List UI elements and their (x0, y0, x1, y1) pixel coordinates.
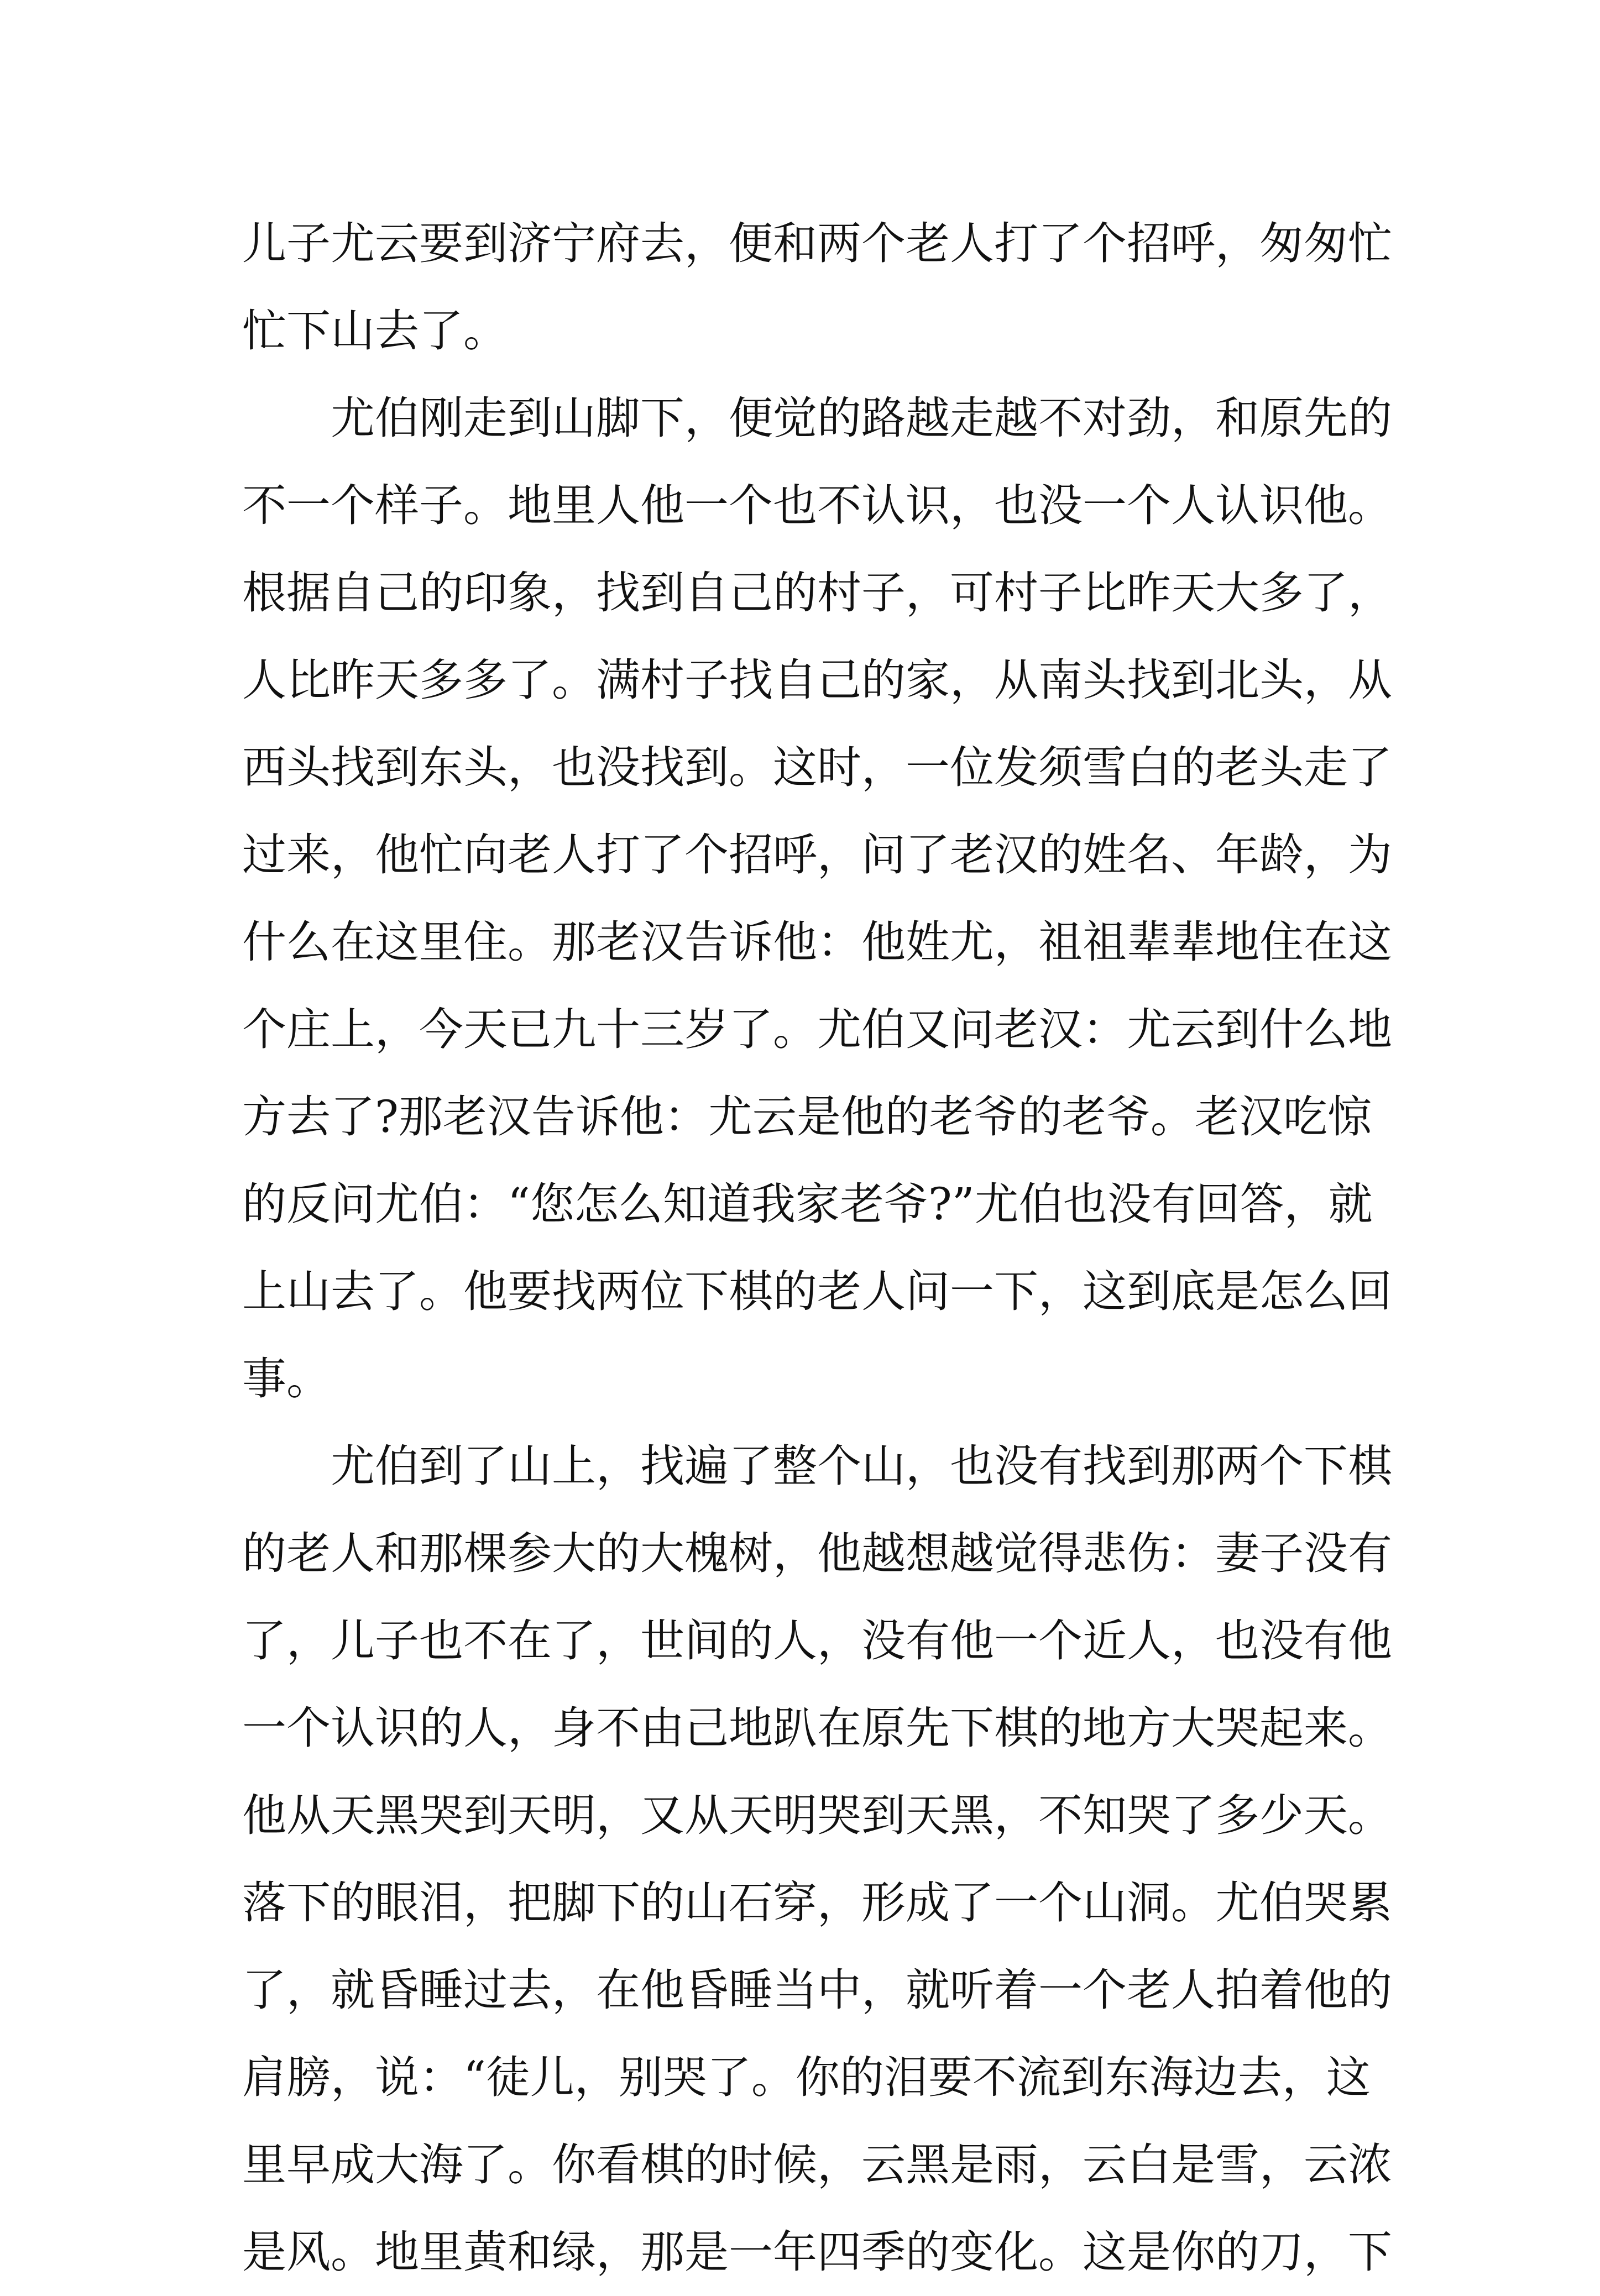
text-line: 人比昨天多多了。满村子找自己的家，从南头找到北头，从 (242, 654, 1392, 706)
text-line: 忙下山去了。 (242, 305, 508, 357)
text-line: 什么在这里住。那老汉告诉他：他姓尤，祖祖辈辈地住在这 (242, 916, 1392, 968)
text-line: 个庄上，今天已九十三岁了。尤伯又问老汉：尤云到什么地 (242, 1004, 1392, 1055)
text-line: 了，就昏睡过去，在他昏睡当中，就听着一个老人拍着他的 (242, 1964, 1392, 2016)
text-line: 事。 (242, 1353, 331, 1404)
text-line: 肩膀，说：“徒儿，别哭了。你的泪要不流到东海边去，这 (242, 2052, 1371, 2103)
text-line: 的反问尤伯：“您怎么知道我家老爷?”尤伯也没有回答，就 (242, 1178, 1373, 1230)
text-line: 尤伯刚走到山脚下，便觉的路越走越不对劲，和原先的 (242, 392, 1392, 444)
story-text (242, 200, 1392, 2296)
text-line: 过来，他忙向老人打了个招呼，问了老汉的姓名、年龄，为 (242, 829, 1392, 880)
text-line: 西头找到东头，也没找到。这时，一位发须雪白的老头走了 (242, 742, 1392, 793)
text-line: 他从天黑哭到天明，又从天明哭到天黑，不知哭了多少天。 (242, 1790, 1392, 1841)
text-line: 根据自己的印象，找到自己的村子，可村子比昨天大多了， (242, 567, 1392, 618)
text-line: 是风。地里黄和绿，那是一年四季的变化。这是你的刀，下 (242, 2226, 1392, 2278)
text-line: 方去了?那老汉告诉他：尤云是他的老爷的老爷。老汉吃惊 (242, 1091, 1372, 1142)
text-line: 里早成大海了。你看棋的时候，云黑是雨，云白是雪，云浓 (242, 2139, 1392, 2190)
text-line: 的老人和那棵参大的大槐树，他越想越觉得悲伤：妻子没有 (242, 1528, 1392, 1579)
text-line: 尤伯到了山上，找遍了整个山，也没有找到那两个下棋 (242, 1440, 1392, 1492)
text-line: 不一个样子。地里人他一个也不认识，也没一个人认识他。 (242, 480, 1392, 531)
text-line: 了，儿子也不在了，世间的人，没有他一个近人，也没有他 (242, 1615, 1392, 1666)
text-line: 上山去了。他要找两位下棋的老人问一下，这到底是怎么回 (242, 1266, 1392, 1317)
text-line: 一个认识的人，身不由己地趴在原先下棋的地方大哭起来。 (242, 1702, 1392, 1754)
text-line: 儿子尤云要到济宁府去，便和两个老人打了个招呼，匆匆忙 (242, 218, 1392, 269)
text-line: 落下的眼泪，把脚下的山石穿，形成了一个山洞。尤伯哭累 (242, 1877, 1392, 1928)
